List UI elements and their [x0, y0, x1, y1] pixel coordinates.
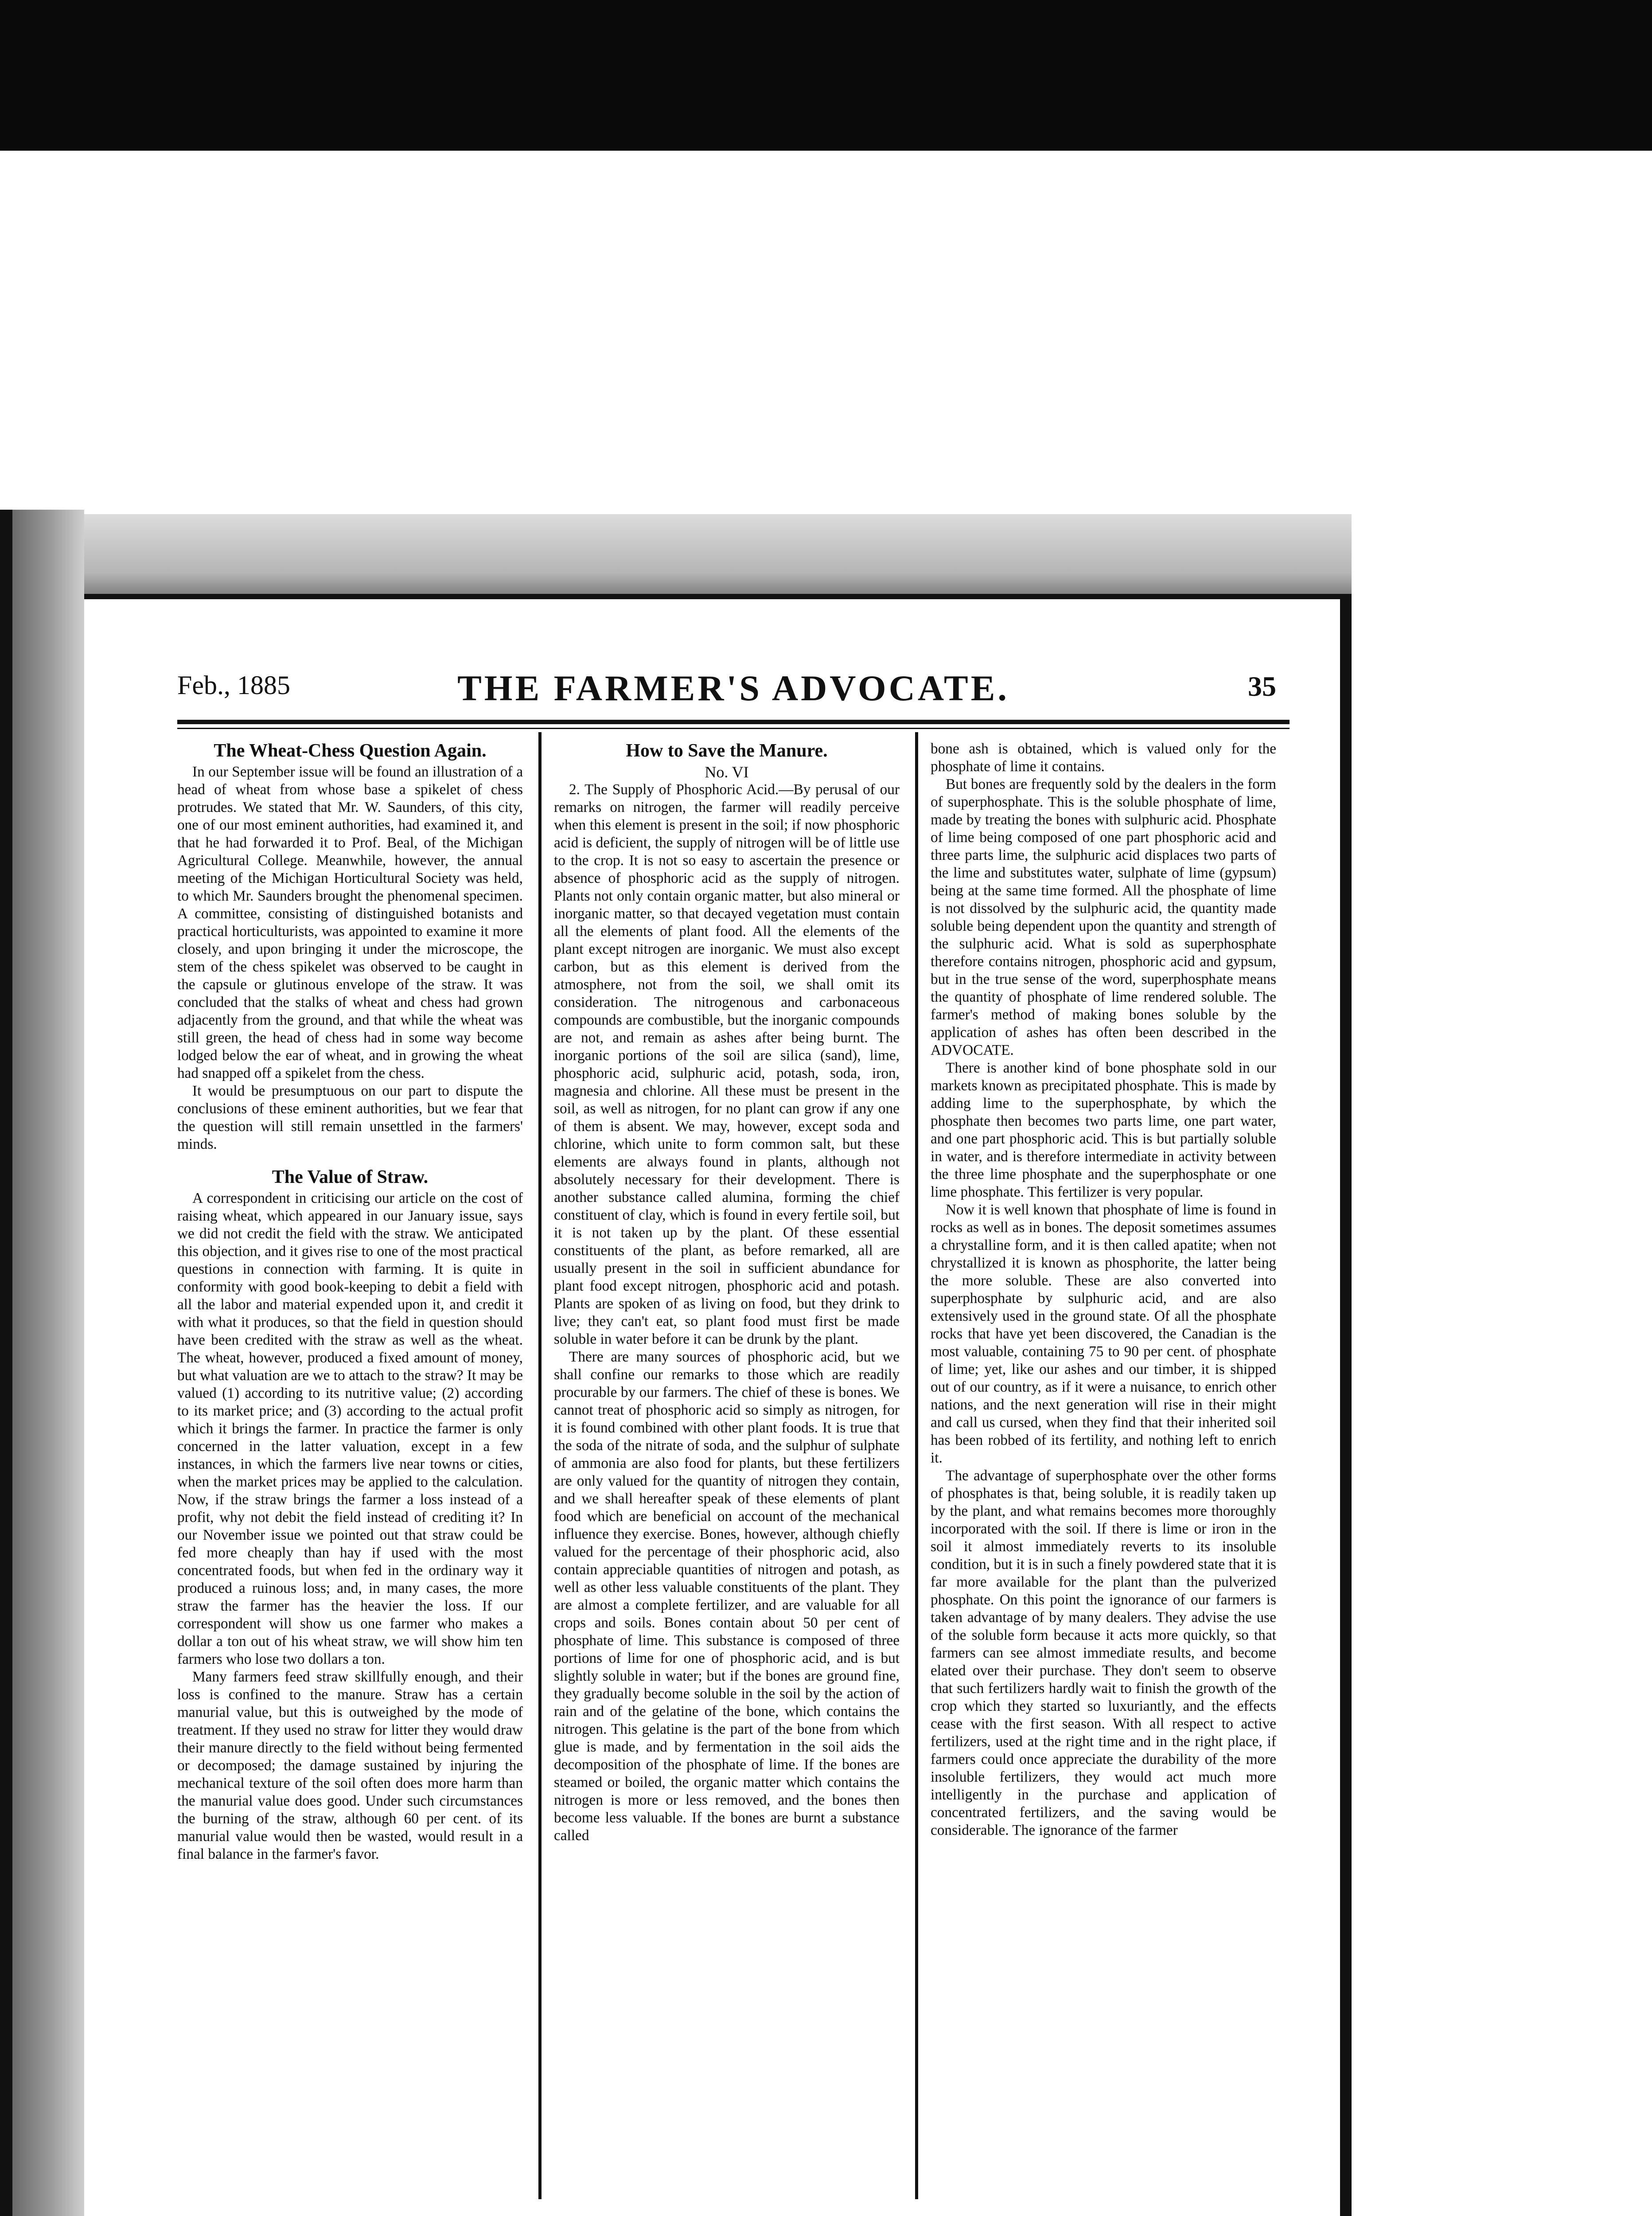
article-title: The Wheat-Chess Question Again. — [214, 741, 487, 761]
article-paragraph: bone ash is obtained, which is valued only for the phosphate of lime it contains. — [931, 741, 1276, 775]
page-number: 35 — [1248, 671, 1276, 702]
article-paragraph: It would be presumptuous on our part to dispute the conclusions of these eminent authorities, but we fear that the question will still remain unsettled in the farmers' minds. — [177, 1083, 523, 1152]
article-paragraph: A correspondent in criticising our article on the cost of raising wheat, which appeared in our January issue, says we did not credit the field with the straw. We anticipated this objection, and it gives rise to one of the most practical questions in connection with farming. It is quite in conformity with good book-keeping to debit a field with all the labor and material expended upon it, and credit it with what it produces, so that the field in question should have been credited with the straw as well as the wheat. The wheat, however, produced a fixed amount of money, but what valuation are we to attach to the straw? It may be valued (1) according to its nutritive value; (2) according to its market price; and (3) according to the actual profit which it brings the farmer. In practice the farmer is only concerned in the latter valuation, except in a few instances, in which the farmers live near towns or cities, when the market prices may be applied to the calculation. Now, if the straw brings the farmer a loss instead of a profit, why not debit the field instead of crediting it? In our November issue we pointed out that straw could be fed more cheaply than hay if used with the most concentrated foods, but when fed in the ordinary way it produced a ruinous loss; and, in many cases, the more straw the farmer has the heavier the loss. If our correspondent will show us one farmer who makes a dollar a ton out of his wheat straw, we will show him ten farmers who lose two dollars a ton. — [177, 1190, 523, 1667]
article-title: How to Save the Manure. — [626, 741, 828, 761]
column-left — [177, 740, 523, 1863]
article-title: The Value of Straw. — [272, 1167, 429, 1187]
column-middle — [554, 740, 900, 1845]
masthead — [177, 670, 1290, 719]
article-number: No. VI — [705, 763, 749, 781]
article-paragraph: In our September issue will be found an illustration of a head of wheat from whose base a spikelet of chess protrudes. We stated that Mr. W. Saunders, of this city, one of our most eminent authorities, had examined it, and that he had forwarded it to Prof. Beal, of the Michigan Agricultural College. Meanwhile, however, the annual meeting of the Michigan Horticultural Society was held, to which Mr. Saunders brought the phenomenal specimen. A committee, consisting of distinguished botanists and practical horticulturists, was appointed to examine it more closely, and upon bringing it under the microscope, the stem of the chess spikelet was observed to be caught in the capsule or glutinous envelope of the straw. It was concluded that the stalks of wheat and chess had grown adjacently from the ground, and that while the wheat was still green, the head of chess had in some way become lodged below the ear of wheat, and in growing the wheat had snapped off a spikelet from the chess. — [177, 764, 523, 1081]
newspaper-page — [84, 594, 1352, 2216]
scanner-top-border — [0, 0, 1652, 151]
article-paragraph: 2. The Supply of Phosphoric Acid.—By perusal of our remarks on nitrogen, the farmer will readily perceive when this element is present in the soil; if now phosphoric acid is deficient, the supply of nitrogen will be of little use to the crop. It is not so easy to ascertain the presence or absence of phosphoric acid as the supply of nitrogen. Plants not only contain organic matter, but also mineral or inorganic matter, so that decayed vegetation must contain all the elements of plant food. All the elements of the plant except nitrogen are inorganic. We must also except carbon, but as this element is derived from the atmosphere, not from the soil, we shall omit its consideration. The nitrogenous and carbonaceous compounds are combustible, but the inorganic compounds are not, and remain as ashes after being burnt. The inorganic portions of the soil are silica (sand), lime, phosphoric acid, sulphuric acid, potash, soda, iron, magnesia and chlorine. All these must be present in the soil, as well as nitrogen, for no plant can grow if any one of them is absent. We may, however, except soda and chlorine, which unite to form common salt, but these elements are always found in plants, although not absolutely necessary for their development. There is another substance called alumina, forming the chief constituent of clay, which is found in every fertile soil, but it is not taken up by the plant. Of these essential constituents of the plant, as before remarked, all are usually present in the soil in sufficient abundance for plant food except nitrogen, phosphoric acid and potash. Plants are spoken of as living on food, but they drink to live; they can't eat, so plant food must first be made soluble in water before it can be drunk by the plant. — [554, 781, 900, 1347]
page-fold-shadow — [84, 514, 1352, 598]
article-paragraph: Now it is well known that phosphate of lime is found in rocks as well as in bones. The deposit sometimes assumes a chrystalline form, and it is then called apatite; when not chrystallized it is known as phosphorite, the latter being the more soluble. These are also converted into superphosphate by sulphuric acid, and are also extensively used in the ground state. Of all the phosphate rocks that have yet been discovered, the Canadian is the most valuable, containing 75 to 90 per cent. of phosphate of lime; yet, like our ashes and our timber, it is shipped out of our country, as if it were a nuisance, to enrich other nations, and the next generation will rise in their might and call us cursed, when they find that their inherited soil has been robbed of its fertility, and nothing left to enrich it. — [931, 1202, 1276, 1466]
article-paragraph: But bones are frequently sold by the dealers in the form of superphosphate. This is the soluble phosphate of lime, made by treating the bones with sulphuric acid. Phosphate of lime being composed of one part phosphoric acid and three parts lime, the sulphuric acid displaces two parts of the lime and substitutes water, sulphate of lime (gypsum) being at the same time formed. All the phosphate of lime is not dissolved by the sulphuric acid, the quantity made soluble being dependent upon the quantity and strength of the sulphuric acid. What is sold as superphosphate therefore contains nitrogen, phosphoric acid and gypsum, but in the true sense of the word, superphosphate means the quantity of phosphate of lime rendered soluble. The farmer's method of making bones soluble by the application of ashes has often been described in the ADVOCATE. — [931, 776, 1276, 1058]
article-paragraph: The advantage of superphosphate over the other forms of phosphates is that, being soluble, it is readily taken up by the plant, and what remains becomes more thoroughly incorporated with the soil. If there is lime or iron in the soil it almost immediately reverts to its insoluble condition, but it is in such a finely powdered state that it is far more available for the plant than the pulverized phosphate. On this point the ignorance of our farmers is taken advantage of by many dealers. They advise the use of the soluble form because it acts more quickly, so that farmers can see almost immediate results, and become elated over their purchase. They don't seem to observe that such fertilizers hardly wait to finish the growth of the crop which they started so luxuriantly, and the effects cease with the first season. With all respect to active fertilizers, used at the right time and in the right place, if farmers could once appreciate the durability of the more insoluble fertilizers, they would act much more intelligently in the purchase and application of concentrated fertilizers, and the saving would be considerable. The ignorance of the farmer — [931, 1467, 1276, 1838]
binding-gutter-shadow — [0, 510, 84, 2216]
column-divider — [915, 732, 918, 2199]
newspaper-title: THE FARMER'S ADVOCATE. — [457, 668, 1009, 708]
column-right — [931, 740, 1276, 1839]
column-divider — [538, 732, 542, 2199]
article-paragraph: There are many sources of phosphoric acid, but we shall confine our remarks to those which are readily procurable by our farmers. The chief of these is bones. We cannot treat of phosphoric acid so simply as nitrogen, for it is found combined with other plant foods. It is true that the soda of the nitrate of soda, and the sulphur of sulphate of ammonia are also food for plants, but these fertilizers are only valued for the quantity of nitrogen they contain, and we shall hereafter speak of these elements of plant food which are beneficial on account of the mechanical influence they exercise. Bones, however, although chiefly valued for the percentage of their phosphoric acid, also contain appreciable quantities of nitrogen and potash, as well as other less valuable constituents of the plant. They are almost a complete fertilizer, and are valuable for all crops and soils. Bones contain about 50 per cent of phosphate of lime. This substance is composed of three portions of lime for one of phosphoric acid, and is but slightly soluble in water; but if the bones are ground fine, they gradually become soluble in the soil by the action of rain and of the gelatine of the bone, which contains the nitrogen. This gelatine is the part of the bone from which glue is made, and by fermentation in the soil aids the decomposition of the phosphate of lime. If the bones are steamed or boiled, the organic matter which contains the nitrogen is more or less removed, and the bones then become less valuable. If the bones are burnt a substance called — [554, 1349, 900, 1844]
facing-page-edge — [0, 510, 12, 2216]
article-paragraph: There is another kind of bone phosphate sold in our markets known as precipitated phosphate. This is made by adding lime to the superphosphate, by which the phosphate then becomes two parts lime, one part water, and one part phosphoric acid. This is but partially soluble in water, and is therefore intermediate in activity between the three lime phosphate and the superphosphate or one lime phosphate. This fertilizer is very popular. — [931, 1060, 1276, 1200]
issue-date: Feb., 1885 — [177, 671, 290, 700]
masthead-rule-thick — [177, 720, 1290, 724]
masthead-rule-thin — [177, 728, 1290, 729]
article-paragraph: Many farmers feed straw skillfully enough, and their loss is confined to the manure. Straw has a certain manurial value, but this is outweighed by the mode of treatment. If they used no straw for litter they would draw their manure directly to the field without being fermented or decomposed; the damage sustained by injuring the mechanical texture of the soil often does more harm than the manurial value does good. Under such circumstances the burning of the straw, although 60 per cent. of its manurial value would then be wasted, would result in a final balance in the farmer's favor. — [177, 1669, 523, 1862]
